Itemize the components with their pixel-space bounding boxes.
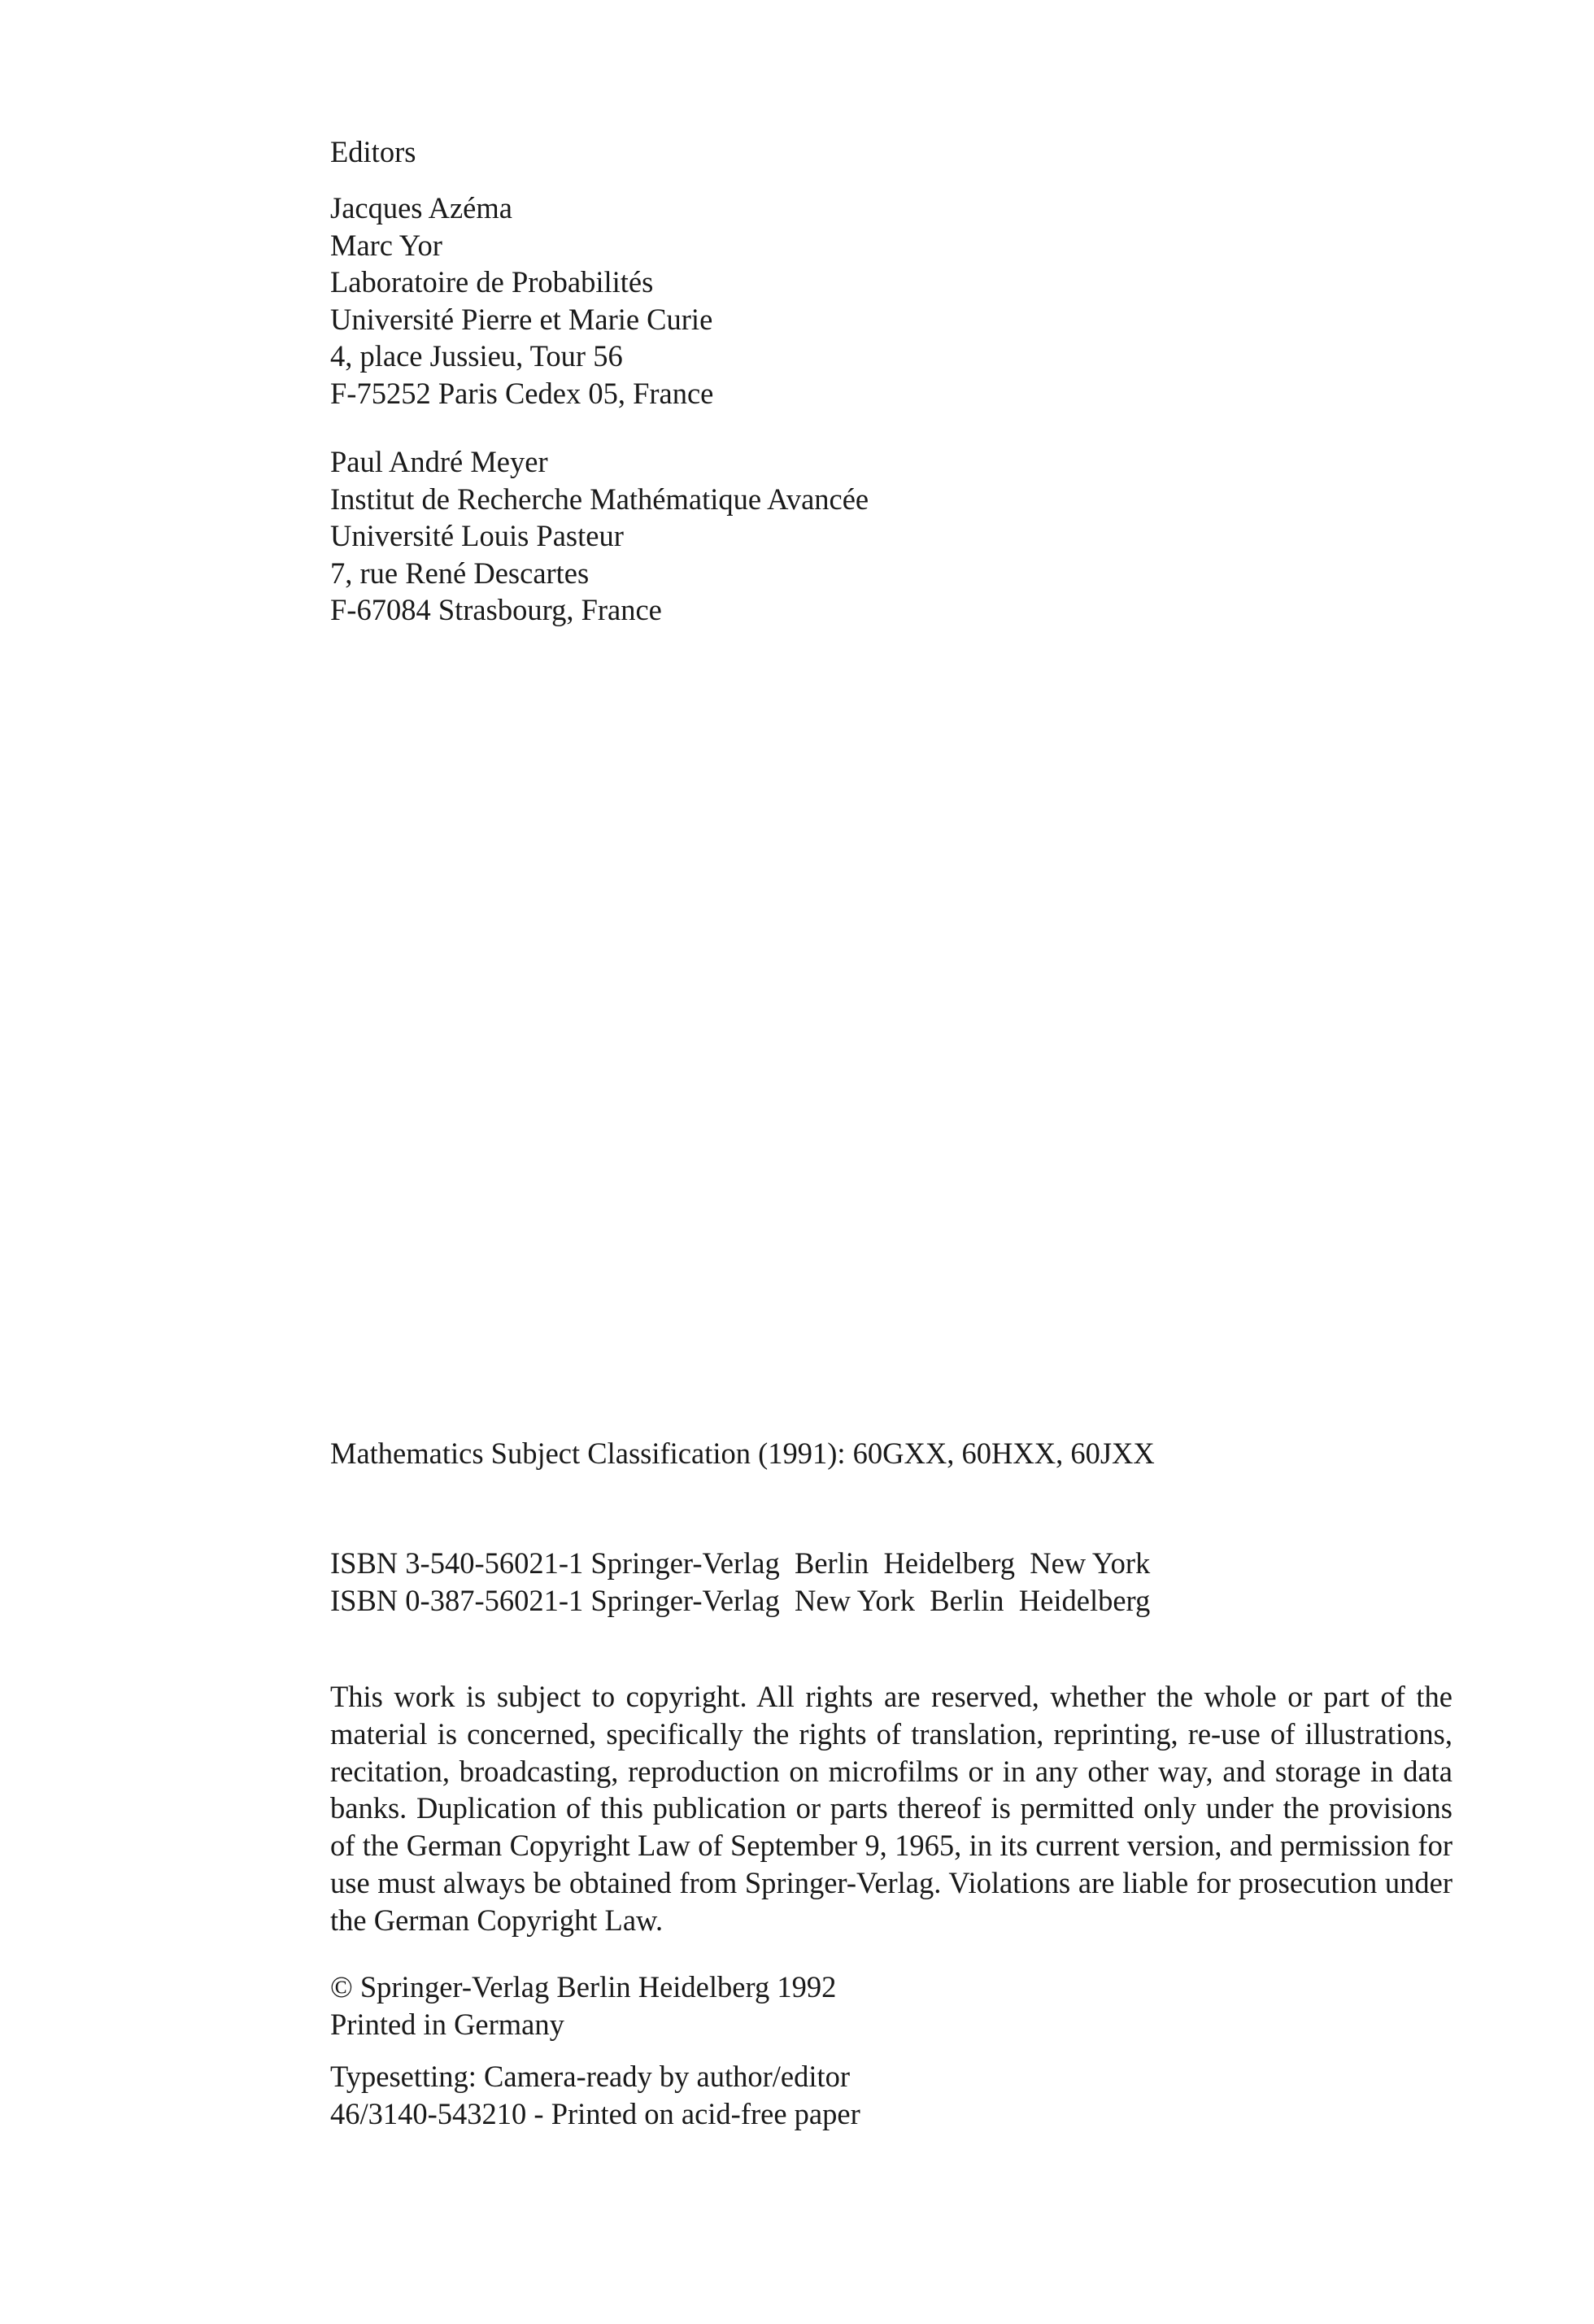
- isbn-line: ISBN 3-540-56021-1 Springer-Verlag Berlin Heidelberg New York: [330, 1546, 1151, 1580]
- address-line: F-75252 Paris Cedex 05, France: [330, 376, 714, 410]
- address-line: Institut de Recherche Mathématique Avancée: [330, 482, 869, 516]
- editor-name: Jacques Azéma: [330, 191, 512, 225]
- print-code-line: 46/3140-543210 - Printed on acid-free paper: [330, 2096, 860, 2130]
- isbn-line: ISBN 0-387-56021-1 Springer-Verlag New York Berlin Heidelberg: [330, 1583, 1151, 1617]
- editors-heading-text: Editors: [330, 135, 416, 168]
- typesetting-line: Typesetting: Camera-ready by author/editor: [330, 2060, 851, 2093]
- editor-address-block-strasbourg: [330, 443, 869, 629]
- editor-address-block-paris: [330, 190, 713, 412]
- address-line: Université Pierre et Marie Curie: [330, 302, 713, 336]
- subject-classification-text: Mathematics Subject Classification (1991): 60GXX, 60HXX, 60JXX: [330, 1437, 1155, 1470]
- editor-name: Paul André Meyer: [330, 445, 548, 478]
- editor-name: Marc Yor: [330, 228, 442, 262]
- copyright-statement: [330, 1969, 836, 2043]
- address-line: F-67084 Strasbourg, France: [330, 593, 662, 626]
- address-line: Université Louis Pasteur: [330, 519, 624, 552]
- address-line: 7, rue René Descartes: [330, 556, 590, 590]
- printed-in-line: Printed in Germany: [330, 2007, 564, 2041]
- address-line: Laboratoire de Probabilités: [330, 265, 654, 299]
- isbn-block: [330, 1545, 1150, 1619]
- copyright-notice-paragraph: This work is subject to copyright. All rights are reserved, whether the whole or part of the material is concerned, specifically the rights of translation, reprinting, re-use of illustrations, recitation, broadcasting, reproduction on microfilms or in any other way, and storage in data banks. Duplication of this publication or parts thereof is permitted only under the provisions of the German Copyright Law of September 9, 1965, in its current version, and permission for use must always be obtained from Springer-Verlag. Violations are liable for prosecution under the German Copyright Law.: [330, 1680, 1452, 1937]
- typesetting-info: [330, 2058, 860, 2132]
- subject-classification: [330, 1435, 1155, 1472]
- copyright-holder-line: © Springer-Verlag Berlin Heidelberg 1992: [330, 1970, 837, 2004]
- address-line: 4, place Jussieu, Tour 56: [330, 339, 623, 373]
- editors-heading: [330, 133, 416, 171]
